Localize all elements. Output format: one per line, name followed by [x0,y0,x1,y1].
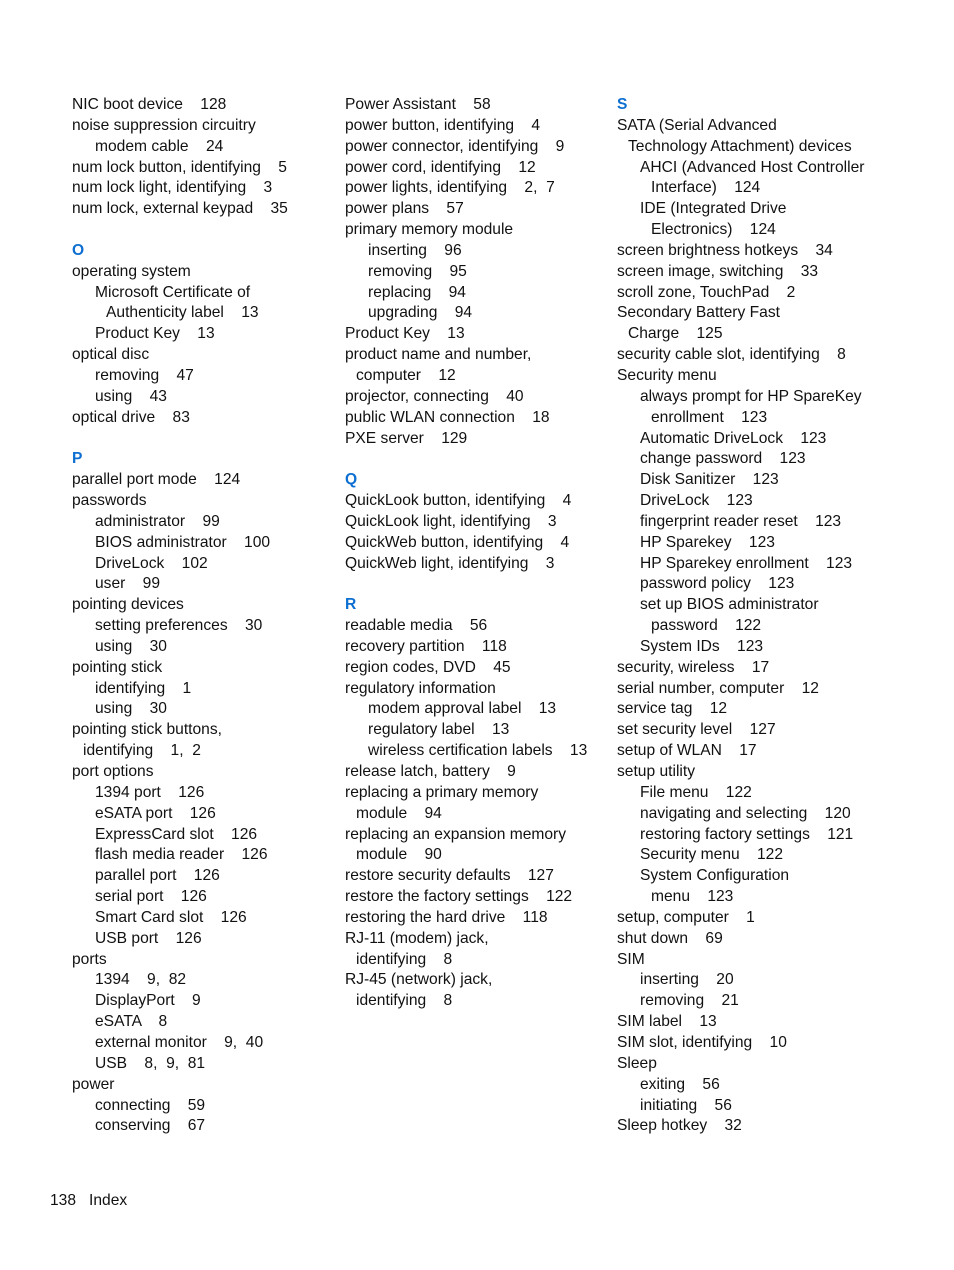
index-entry: Sleep [617,1054,657,1072]
index-entry: screen brightness hotkeys 34 [617,241,833,259]
index-entry: Product Key 13 [345,325,465,343]
section-letter: O [72,241,85,259]
index-subentry: enrollment 123 [651,408,768,426]
index-entry: ports [72,950,107,968]
index-entry: screen image, switching 33 [617,262,819,280]
index-entry: regulatory information [345,679,496,697]
index-entry: setup of WLAN 17 [617,742,757,760]
index-subentry: regulatory label 13 [368,721,510,739]
index-entry: pointing devices [72,596,184,614]
index-subentry: change password 123 [640,450,806,468]
page-number: 138 [50,1192,77,1209]
index-subentry: connecting 59 [95,1096,206,1114]
index-subentry: ExpressCard slot 126 [95,825,258,843]
index-entry: identifying 1, 2 [83,742,201,760]
index-subentry: removing 95 [368,262,467,280]
index-subentry: Interface) 124 [651,179,761,197]
index-subentry: using 30 [95,637,167,655]
index-entry: scroll zone, TouchPad 2 [617,283,796,301]
index-entry: security, wireless 17 [617,658,770,676]
index-entry: shut down 69 [617,929,723,947]
index-entry: power button, identifying 4 [345,116,541,134]
index-subentry: Disk Sanitizer 123 [640,471,779,489]
index-entry: num lock, external keypad 35 [72,200,288,218]
index-entry: Power Assistant 58 [345,96,491,113]
index-entry: SIM label 13 [617,1013,717,1031]
index-entry: Sleep hotkey 32 [617,1117,742,1135]
index-subentry: set up BIOS administrator [640,596,819,614]
index-entry: service tag 12 [617,700,728,718]
index-subentry: Microsoft Certificate of [95,283,251,301]
section-gap [72,220,342,241]
index-entry: primary memory module [345,221,514,239]
index-entry: pointing stick buttons, [72,721,222,739]
index-subentry: replacing 94 [368,283,466,301]
index-entry: RJ-11 (modem) jack, [345,929,489,947]
index-entry: Security menu [617,366,717,384]
index-column-2 [345,95,607,1012]
index-subentry: setting preferences 30 [95,617,263,635]
index-entry: num lock light, identifying 3 [72,179,273,197]
index-subentry: Product Key 13 [95,325,215,343]
index-entry: module 90 [356,846,442,864]
index-subentry: DisplayPort 9 [95,992,201,1010]
index-subentry: fingerprint reader reset 123 [640,512,842,530]
index-entry: replacing an expansion memory [345,825,567,843]
index-entry: identifying 8 [356,992,453,1010]
index-subentry: administrator 99 [95,512,220,530]
index-entry: optical disc [72,346,150,364]
index-entry: power connector, identifying 9 [345,137,565,155]
index-subentry: upgrading 94 [368,304,473,322]
index-subentry: BIOS administrator 100 [95,533,271,551]
index-subentry: removing 21 [640,992,739,1010]
index-subentry: HP Sparekey 123 [640,533,775,551]
index-entry: security cable slot, identifying 8 [617,346,846,364]
section-letter: R [345,596,357,614]
index-subentry: password 122 [651,617,762,635]
index-subentry: modem cable 24 [95,137,224,155]
index-entry: module 94 [356,804,442,822]
index-entry: power cord, identifying 12 [345,158,536,176]
index-subentry: flash media reader 126 [95,846,268,864]
index-subentry: password policy 123 [640,575,795,593]
index-entry: optical drive 83 [72,408,190,426]
index-entry: SIM [617,950,645,968]
section-gap [345,449,607,470]
index-subentry: IDE (Integrated Drive [640,200,787,218]
index-entry: product name and number, [345,346,532,364]
index-entry: restoring the hard drive 118 [345,908,548,926]
index-entry: readable media 56 [345,617,488,635]
index-subentry: exiting 56 [640,1075,720,1093]
index-entry: projector, connecting 40 [345,387,524,405]
index-entry: release latch, battery 9 [345,763,516,780]
index-subentry: using 30 [95,700,167,718]
index-subentry: user 99 [95,575,161,593]
index-subentry: USB 8, 9, 81 [95,1054,206,1072]
index-subentry: removing 47 [95,366,194,384]
index-subentry: eSATA 8 [95,1013,168,1031]
index-entry: serial number, computer 12 [617,679,819,697]
index-entry: identifying 8 [356,950,453,968]
index-subentry: System Configuration [640,867,790,885]
index-subentry: identifying 1 [95,679,192,697]
index-entry: Technology Attachment) devices [628,137,852,155]
index-subentry: using 43 [95,387,167,405]
index-subentry: Security menu 122 [640,846,784,864]
index-subentry: restoring factory settings 121 [640,825,854,843]
index-entry: operating system [72,262,191,280]
index-subentry: USB port 126 [95,929,202,947]
index-entry: RJ-45 (network) jack, [345,971,493,989]
index-entry: setup utility [617,763,696,780]
index-subentry: HP Sparekey enrollment 123 [640,554,853,572]
section-letter: Q [345,471,358,489]
index-subentry: always prompt for HP SpareKey [640,387,862,405]
index-entry: replacing a primary memory [345,783,539,801]
index-entry: Charge 125 [628,325,723,343]
index-subentry: Authenticity label 13 [106,304,259,322]
index-entry: setup, computer 1 [617,908,755,926]
index-subentry: DriveLock 123 [640,492,753,510]
index-subentry: initiating 56 [640,1096,732,1114]
index-subentry: modem approval label 13 [368,700,557,718]
section-letter: S [617,96,628,113]
section-gap [345,574,607,595]
section-letter: P [72,450,83,468]
index-subentry: parallel port 126 [95,867,220,885]
index-entry: power lights, identifying 2, 7 [345,179,555,197]
index-entry: recovery partition 118 [345,637,507,655]
index-entry: power [72,1075,115,1093]
index-entry: PXE server 129 [345,429,468,447]
index-entry: QuickWeb light, identifying 3 [345,554,555,572]
index-subentry: inserting 96 [368,241,462,259]
section-gap [72,429,342,450]
index-subentry: navigating and selecting 120 [640,804,851,822]
index-entry: pointing stick [72,658,163,676]
index-entry: restore security defaults 127 [345,867,554,885]
index-entry: QuickWeb button, identifying 4 [345,533,570,551]
index-subentry: wireless certification labels 13 [368,742,588,760]
page-footer [50,1192,127,1210]
index-subentry: 1394 9, 82 [95,971,187,989]
index-entry: region codes, DVD 45 [345,658,511,676]
index-subentry: eSATA port 126 [95,804,216,822]
index-subentry: serial port 126 [95,888,207,906]
index-entry: Secondary Battery Fast [617,304,780,322]
index-entry: SATA (Serial Advanced [617,116,777,134]
index-entry: computer 12 [356,366,456,384]
index-entry: passwords [72,492,147,510]
index-entry: noise suppression circuitry [72,116,256,134]
index-entry: SIM slot, identifying 10 [617,1033,787,1051]
index-entry: parallel port mode 124 [72,471,241,489]
index-subentry: Smart Card slot 126 [95,908,247,926]
index-subentry: menu 123 [651,888,734,906]
index-entry: num lock button, identifying 5 [72,158,287,176]
index-column-1 [72,95,342,1137]
footer-section: Index [89,1192,128,1209]
index-entry: set security level 127 [617,721,776,739]
index-subentry: Electronics) 124 [651,221,776,239]
index-subentry: external monitor 9, 40 [95,1033,264,1051]
index-subentry: AHCI (Advanced Host Controller [640,158,865,176]
index-entry: power plans 57 [345,200,464,218]
index-column-3 [617,95,917,1137]
index-subentry: Automatic DriveLock 123 [640,429,827,447]
index-subentry: File menu 122 [640,783,752,801]
index-entry: restore the factory settings 122 [345,888,573,906]
index-subentry: conserving 67 [95,1117,206,1135]
index-entry: port options [72,763,154,780]
index-entry: QuickLook button, identifying 4 [345,492,572,510]
index-subentry: DriveLock 102 [95,554,208,572]
index-entry: NIC boot device 128 [72,96,227,113]
index-entry: QuickLook light, identifying 3 [345,512,557,530]
index-entry: public WLAN connection 18 [345,408,550,426]
index-subentry: System IDs 123 [640,637,764,655]
index-subentry: 1394 port 126 [95,783,205,801]
index-subentry: inserting 20 [640,971,734,989]
